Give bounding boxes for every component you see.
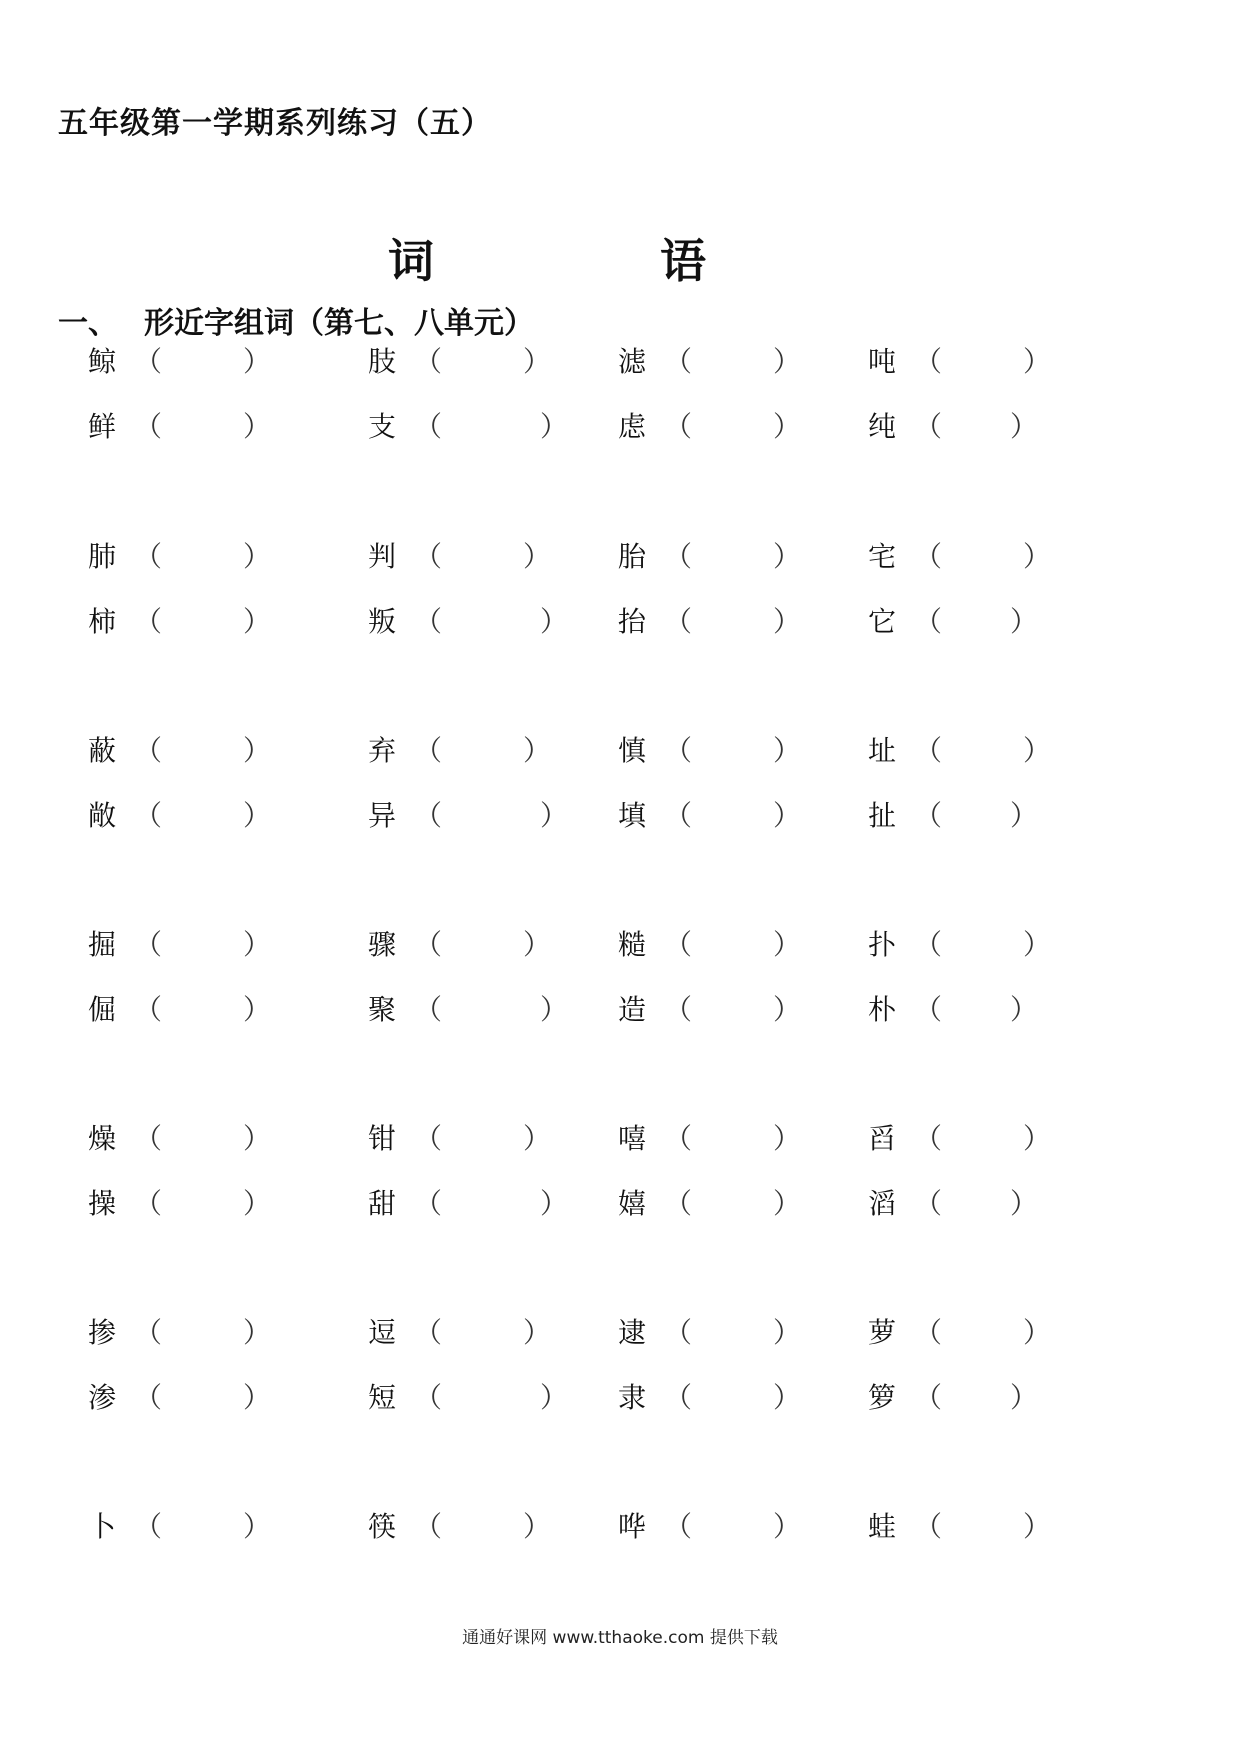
- close-paren: ）: [523, 345, 552, 378]
- open-paren: （: [664, 1187, 693, 1220]
- word-blank-item: [88, 1184, 298, 1224]
- word-blank-item: [368, 602, 578, 642]
- word-blank-item: [618, 990, 828, 1030]
- close-paren: ）: [243, 734, 272, 767]
- target-character: 蔽: [88, 734, 117, 767]
- word-blank-item: [618, 1184, 828, 1224]
- word-blank-item: [868, 1507, 1078, 1547]
- word-blank-item: [618, 342, 828, 382]
- close-paren: ）: [773, 734, 802, 767]
- close-paren: ）: [523, 1316, 552, 1349]
- open-paren: （: [134, 1381, 163, 1414]
- open-paren: （: [664, 410, 693, 443]
- close-paren: ）: [773, 928, 802, 961]
- open-paren: （: [914, 799, 943, 832]
- word-blank-item: [618, 1119, 828, 1159]
- target-character: 敞: [88, 799, 117, 832]
- close-paren: ）: [773, 605, 802, 638]
- target-character: 支: [368, 410, 397, 443]
- word-blank-item: [368, 796, 578, 836]
- close-paren: ）: [773, 540, 802, 573]
- target-character: 它: [868, 605, 897, 638]
- open-paren: （: [414, 605, 443, 638]
- target-character: 渗: [88, 1381, 117, 1414]
- word-blank-item: [618, 1507, 828, 1547]
- open-paren: （: [134, 410, 163, 443]
- target-character: 掺: [88, 1316, 117, 1349]
- open-paren: （: [414, 734, 443, 767]
- target-character: 宅: [868, 540, 897, 573]
- open-paren: （: [914, 605, 943, 638]
- target-character: 逮: [618, 1316, 647, 1349]
- open-paren: （: [914, 345, 943, 378]
- word-blank-item: [618, 537, 828, 577]
- close-paren: ）: [243, 799, 272, 832]
- word-blank-item: [868, 1378, 1078, 1418]
- open-paren: （: [664, 1316, 693, 1349]
- open-paren: （: [414, 993, 443, 1026]
- close-paren: ）: [1010, 1381, 1039, 1414]
- open-paren: （: [134, 799, 163, 832]
- word-blank-item: [368, 342, 578, 382]
- target-character: 叛: [368, 605, 397, 638]
- word-blank-item: [88, 342, 298, 382]
- close-paren: ）: [1023, 734, 1052, 767]
- word-blank-item: [618, 1378, 828, 1418]
- close-paren: ）: [773, 799, 802, 832]
- word-blank-item: [618, 731, 828, 771]
- close-paren: ）: [773, 1510, 802, 1543]
- close-paren: ）: [773, 410, 802, 443]
- target-character: 哗: [618, 1510, 647, 1543]
- word-blank-item: [368, 990, 578, 1030]
- open-paren: （: [664, 799, 693, 832]
- open-paren: （: [914, 1316, 943, 1349]
- target-character: 胎: [618, 540, 647, 573]
- open-paren: （: [914, 993, 943, 1026]
- target-character: 逗: [368, 1316, 397, 1349]
- open-paren: （: [414, 1122, 443, 1155]
- word-blank-item: [618, 796, 828, 836]
- close-paren: ）: [773, 345, 802, 378]
- open-paren: （: [914, 928, 943, 961]
- word-blank-item: [868, 602, 1078, 642]
- open-paren: （: [914, 1187, 943, 1220]
- word-blank-item: [88, 796, 298, 836]
- open-paren: （: [664, 345, 693, 378]
- word-blank-item: [88, 537, 298, 577]
- close-paren: ）: [243, 1381, 272, 1414]
- close-paren: ）: [540, 799, 569, 832]
- close-paren: ）: [243, 1187, 272, 1220]
- word-blank-item: [88, 1507, 298, 1547]
- open-paren: （: [414, 1187, 443, 1220]
- close-paren: ）: [243, 410, 272, 443]
- open-paren: （: [134, 540, 163, 573]
- word-blank-item: [368, 1507, 578, 1547]
- close-paren: ）: [243, 1510, 272, 1543]
- close-paren: ）: [523, 928, 552, 961]
- close-paren: ）: [540, 605, 569, 638]
- close-paren: ）: [540, 993, 569, 1026]
- word-blank-item: [368, 537, 578, 577]
- target-character: 箩: [868, 1381, 897, 1414]
- open-paren: （: [914, 540, 943, 573]
- close-paren: ）: [1010, 993, 1039, 1026]
- word-blank-item: [88, 731, 298, 771]
- target-character: 扑: [868, 928, 897, 961]
- word-blank-item: [618, 407, 828, 447]
- target-character: 址: [868, 734, 897, 767]
- word-blank-item: [868, 1313, 1078, 1353]
- target-character: 弃: [368, 734, 397, 767]
- close-paren: ）: [243, 928, 272, 961]
- open-paren: （: [414, 799, 443, 832]
- target-character: 萝: [868, 1316, 897, 1349]
- open-paren: （: [134, 605, 163, 638]
- close-paren: ）: [1010, 1187, 1039, 1220]
- close-paren: ）: [523, 734, 552, 767]
- target-character: 卜: [88, 1510, 117, 1543]
- open-paren: （: [134, 1316, 163, 1349]
- close-paren: ）: [773, 1381, 802, 1414]
- open-paren: （: [134, 928, 163, 961]
- target-character: 慎: [618, 734, 647, 767]
- open-paren: （: [664, 605, 693, 638]
- target-character: 舀: [868, 1122, 897, 1155]
- word-blank-item: [868, 990, 1078, 1030]
- open-paren: （: [664, 993, 693, 1026]
- close-paren: ）: [523, 1510, 552, 1543]
- word-blank-item: [868, 1119, 1078, 1159]
- target-character: 柿: [88, 605, 117, 638]
- open-paren: （: [664, 540, 693, 573]
- target-character: 虑: [618, 410, 647, 443]
- close-paren: ）: [773, 1122, 802, 1155]
- close-paren: ）: [523, 540, 552, 573]
- close-paren: ）: [243, 1316, 272, 1349]
- target-character: 燥: [88, 1122, 117, 1155]
- target-character: 倔: [88, 993, 117, 1026]
- open-paren: （: [664, 1122, 693, 1155]
- open-paren: （: [664, 1381, 693, 1414]
- open-paren: （: [914, 1510, 943, 1543]
- section-number: 一、: [58, 306, 118, 341]
- word-blank-item: [618, 1313, 828, 1353]
- word-blank-item: [88, 602, 298, 642]
- close-paren: ）: [1023, 1510, 1052, 1543]
- target-character: 肺: [88, 540, 117, 573]
- open-paren: （: [664, 734, 693, 767]
- open-paren: （: [134, 1510, 163, 1543]
- word-blank-item: [368, 731, 578, 771]
- word-blank-item: [88, 1313, 298, 1353]
- target-character: 造: [618, 993, 647, 1026]
- word-blank-item: [88, 1378, 298, 1418]
- open-paren: （: [664, 928, 693, 961]
- target-character: 筷: [368, 1510, 397, 1543]
- word-blank-item: [868, 731, 1078, 771]
- close-paren: ）: [773, 993, 802, 1026]
- close-paren: ）: [1023, 345, 1052, 378]
- word-blank-item: [368, 407, 578, 447]
- title-char-1: 词: [388, 234, 434, 288]
- word-blank-item: [868, 342, 1078, 382]
- target-character: 操: [88, 1187, 117, 1220]
- open-paren: （: [414, 1510, 443, 1543]
- close-paren: ）: [243, 345, 272, 378]
- close-paren: ）: [243, 540, 272, 573]
- target-character: 骤: [368, 928, 397, 961]
- open-paren: （: [134, 734, 163, 767]
- close-paren: ）: [540, 1381, 569, 1414]
- open-paren: （: [134, 993, 163, 1026]
- section-title: 形近字组词（第七、八单元）: [144, 306, 534, 341]
- target-character: 嘻: [618, 1122, 647, 1155]
- close-paren: ）: [243, 993, 272, 1026]
- target-character: 蛙: [868, 1510, 897, 1543]
- open-paren: （: [664, 1510, 693, 1543]
- open-paren: （: [414, 1381, 443, 1414]
- word-blank-item: [868, 407, 1078, 447]
- word-blank-item: [368, 925, 578, 965]
- target-character: 甜: [368, 1187, 397, 1220]
- title-char-2: 语: [660, 234, 706, 288]
- close-paren: ）: [523, 1122, 552, 1155]
- open-paren: （: [914, 1122, 943, 1155]
- target-character: 抬: [618, 605, 647, 638]
- close-paren: ）: [243, 1122, 272, 1155]
- close-paren: ）: [1023, 1122, 1052, 1155]
- close-paren: ）: [1010, 605, 1039, 638]
- word-blank-item: [88, 407, 298, 447]
- word-blank-item: [868, 1184, 1078, 1224]
- close-paren: ）: [243, 605, 272, 638]
- word-blank-item: [368, 1313, 578, 1353]
- target-character: 掘: [88, 928, 117, 961]
- target-character: 滔: [868, 1187, 897, 1220]
- word-blank-item: [368, 1119, 578, 1159]
- word-blank-item: [868, 537, 1078, 577]
- word-blank-item: [88, 925, 298, 965]
- word-blank-item: [868, 925, 1078, 965]
- target-character: 滤: [618, 345, 647, 378]
- word-blank-item: [618, 925, 828, 965]
- open-paren: （: [134, 1122, 163, 1155]
- target-character: 聚: [368, 993, 397, 1026]
- target-character: 糙: [618, 928, 647, 961]
- close-paren: ）: [1023, 540, 1052, 573]
- target-character: 吨: [868, 345, 897, 378]
- worksheet-header: 五年级第一学期系列练习（五）: [58, 106, 492, 141]
- close-paren: ）: [1023, 1316, 1052, 1349]
- close-paren: ）: [773, 1316, 802, 1349]
- close-paren: ）: [540, 1187, 569, 1220]
- footer-credit: 通通好课网 www.tthaoke.com 提供下载: [462, 1628, 778, 1648]
- close-paren: ）: [773, 1187, 802, 1220]
- open-paren: （: [914, 410, 943, 443]
- target-character: 判: [368, 540, 397, 573]
- target-character: 钳: [368, 1122, 397, 1155]
- word-blank-item: [868, 796, 1078, 836]
- open-paren: （: [414, 410, 443, 443]
- target-character: 短: [368, 1381, 397, 1414]
- target-character: 肢: [368, 345, 397, 378]
- target-character: 鲸: [88, 345, 117, 378]
- close-paren: ）: [1023, 928, 1052, 961]
- word-blank-item: [368, 1378, 578, 1418]
- word-blank-item: [618, 602, 828, 642]
- open-paren: （: [414, 928, 443, 961]
- close-paren: ）: [1010, 410, 1039, 443]
- open-paren: （: [134, 1187, 163, 1220]
- open-paren: （: [914, 734, 943, 767]
- open-paren: （: [414, 540, 443, 573]
- word-blank-item: [368, 1184, 578, 1224]
- open-paren: （: [414, 345, 443, 378]
- target-character: 嬉: [618, 1187, 647, 1220]
- target-character: 纯: [868, 410, 897, 443]
- target-character: 隶: [618, 1381, 647, 1414]
- target-character: 扯: [868, 799, 897, 832]
- target-character: 朴: [868, 993, 897, 1026]
- open-paren: （: [414, 1316, 443, 1349]
- open-paren: （: [914, 1381, 943, 1414]
- close-paren: ）: [540, 410, 569, 443]
- close-paren: ）: [1010, 799, 1039, 832]
- target-character: 异: [368, 799, 397, 832]
- target-character: 鲜: [88, 410, 117, 443]
- word-blank-item: [88, 1119, 298, 1159]
- target-character: 填: [618, 799, 647, 832]
- open-paren: （: [134, 345, 163, 378]
- word-blank-item: [88, 990, 298, 1030]
